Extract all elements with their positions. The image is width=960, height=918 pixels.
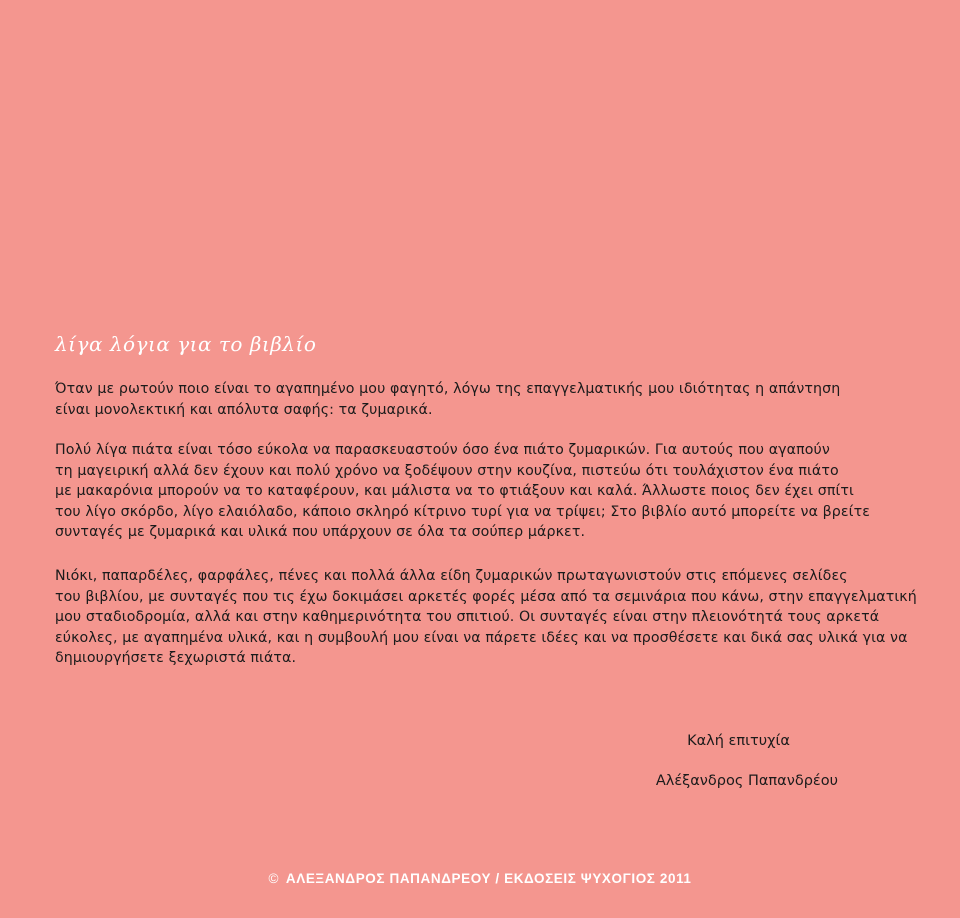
paragraph-line: εύκολες, με αγαπημένα υλικά, και η συμβουλή μου είναι να πάρετε ιδέες και να προσθέσετε και δικά σας υλικά για να [55, 629, 908, 646]
paragraph-intro [55, 379, 915, 420]
paragraph-pasta-types [55, 566, 915, 669]
author-signature: Αλέξανδρος Παπανδρέου [655, 773, 838, 789]
copyright-footer [0, 871, 960, 886]
paragraph-line: του βιβλίου, με συνταγές που τις έχω δοκιμάσει αρκετές φορές μέσα από τα σεμινάρια που κάνω, στην επαγγελματική [55, 588, 917, 605]
signoff: Καλή επιτυχία [687, 733, 790, 749]
paragraph-line: με μακαρόνια μπορούν να το καταφέρουν, και μάλιστα να το φτιάξουν και καλά. Άλλωστε ποιος δεν έχει σπίτι [55, 483, 854, 500]
section-heading: λίγα λόγια για το βιβλίο [55, 332, 317, 356]
paragraph-line: δημιουργήσετε ξεχωριστά πιάτα. [55, 650, 297, 667]
paragraph-line: Νιόκι, παπαρδέλες, φαρφάλες, πένες και πολλά άλλα είδη ζυμαρικών πρωταγωνιστούν στις επόμενες σελίδες [55, 568, 848, 584]
paragraph-line: είναι μονολεκτική και απόλυτα σαφής: τα ζυμαρικά. [55, 401, 433, 418]
paragraph-line: μου σταδιοδρομία, αλλά και στην καθημερινότητα του σπιτιού. Οι συνταγές είναι στην πλειονότητά τους αρκετά [55, 609, 880, 626]
paragraph-line: του λίγο σκόρδο, λίγο ελαιόλαδο, κάποιο σκληρό κίτρινο τυρί για να τρίψει; Στο βιβλίο αυτό μπορείτε να βρείτε [55, 503, 870, 520]
paragraph-line: Όταν με ρωτούν ποιο είναι το αγαπημένο μου φαγητό, λόγω της επαγγελματικής μου ιδιότητας η απάντηση [55, 381, 841, 397]
paragraph-line: Πολύ λίγα πιάτα είναι τόσο εύκολα να παρασκευαστούν όσο ένα πιάτο ζυμαρικών. Για αυτούς που αγαπούν [55, 442, 830, 458]
paragraph-line: τη μαγειρική αλλά δεν έχουν και πολύ χρόνο να ξοδέψουν στην κουζίνα, πιστεύω ότι τουλάχιστον ένα πιάτο [55, 462, 839, 479]
copyright-symbol: © [268, 871, 279, 886]
copyright-text: ΑΛΕΞΑΝΔΡΟΣ ΠΑΠΑΝΔΡΕΟΥ / ΕΚΔΟΣΕΙΣ ΨΥΧΟΓΙΟΣ 2011 [285, 871, 692, 886]
paragraph-line: συνταγές με ζυμαρικά και υλικά που υπάρχουν σε όλα τα σούπερ μάρκετ. [55, 524, 586, 541]
paragraph-easy-dishes [55, 440, 915, 543]
